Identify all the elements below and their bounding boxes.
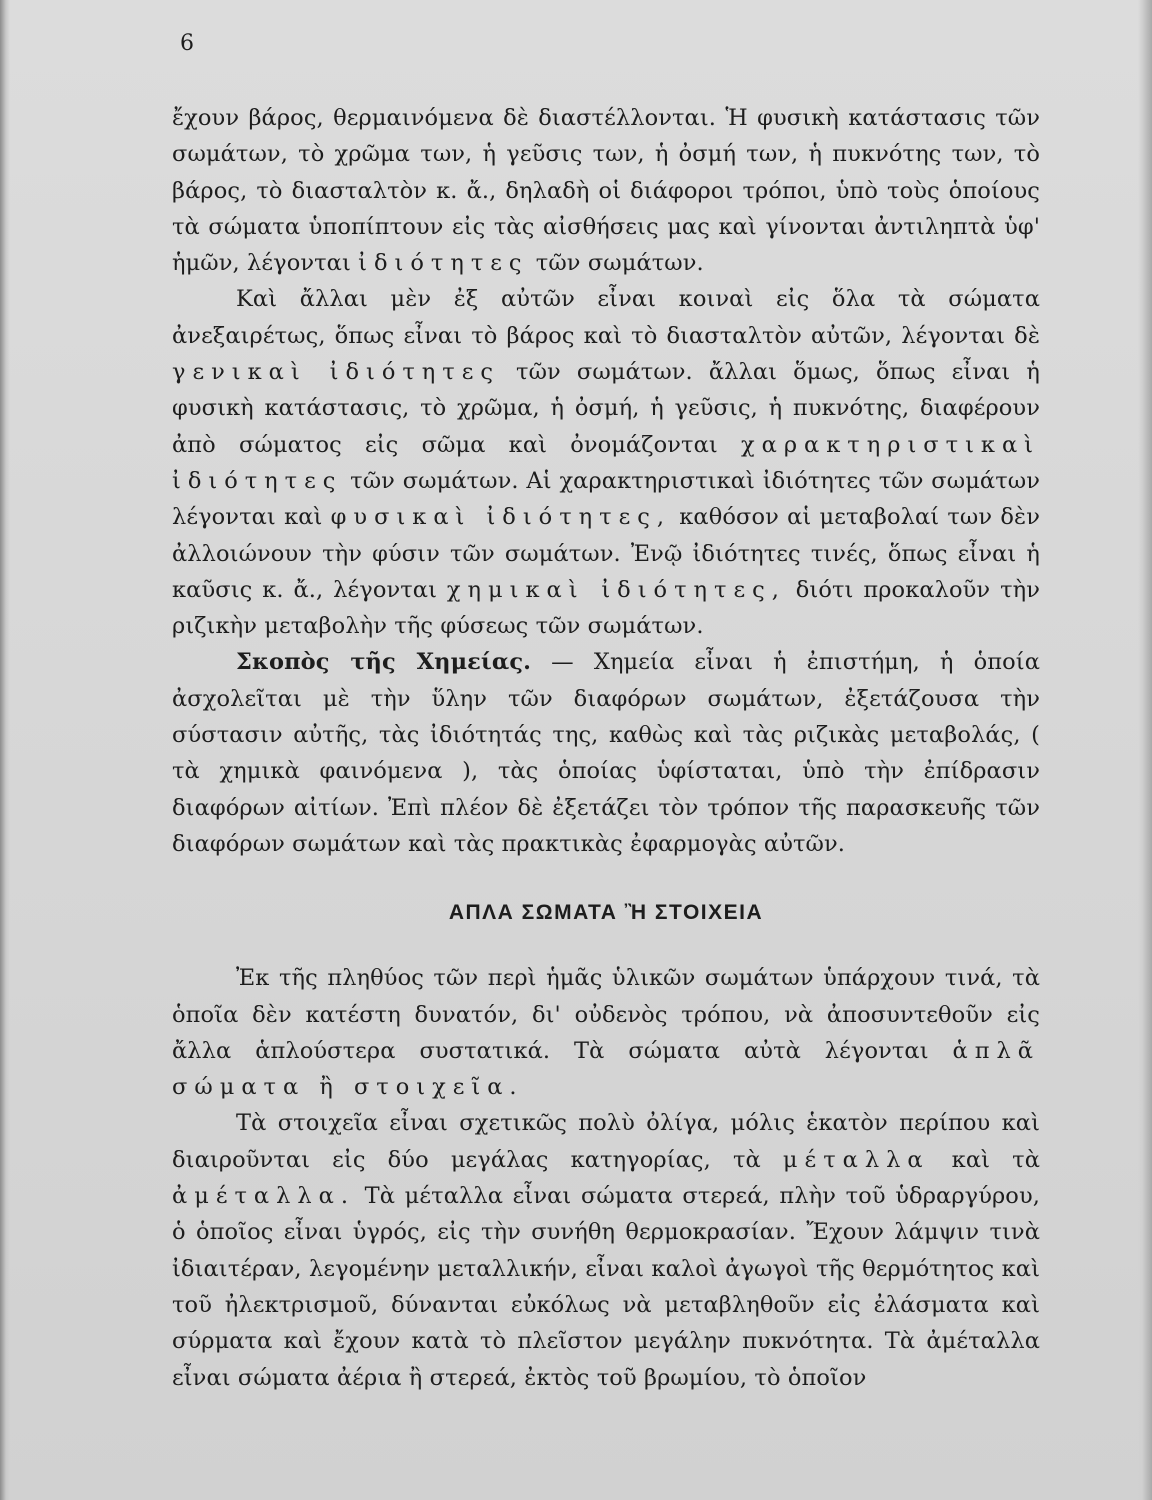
p5-part-c: Τὰ μέταλλα εἶναι σώματα στερεά, πλὴν τοῦ ὑδραργύρου, ὁ ὁποῖος εἶναι ὑγρός, εἰς τὴν συνήθη θερμοκρασίαν. Ἔχουν λάμψιν τινὰ ἰδιαιτέραν, λεγομένην μεταλλικήν, εἶναι καλοὶ ἀγωγοὶ τῆς θερμότητος καὶ τοῦ ἠλεκτρισμοῦ, δύνανται εὐκόλως νὰ μεταβληθοῦν εἰς ἐλάσματα καὶ σύρματα καὶ ἔχουν κατὰ τὸ πλεῖστον μεγάλην πυκνότητα. Τὰ ἀμέταλλα εἶναι σώματα ἀέρια ἢ στερεά, ἐκτὸς τοῦ βρωμίου, τὸ ὁποῖον xyxy=(172,1183,1040,1391)
p3-text: — Χημεία εἶναι ἡ ἐπιστήμη, ἡ ὁποία ἀσχολεῖται μὲ τὴν ὕλην τῶν διαφόρων σωμάτων, ἐξετάζουσα τὴν σύστασιν αὐτῆς, τὰς ἰδιότητάς της, καθὼς καὶ τὰς ριζικὰς μεταβολάς, ( τὰ χημικὰ φαινόμενα ), τὰς ὁποίας ὑφίσταται, ὑπὸ τὴν ἐπίδρασιν διαφόρων αἰτίων. Ἐπὶ πλέον δὲ ἐξετάζει τὸν τρόπον τῆς παρασκευῆς τῶν διαφόρων σωμάτων καὶ τὰς πρακτικὰς ἐφαρμογὰς αὐτῶν. xyxy=(172,649,1040,857)
p2-part-a: Καὶ ἄλλαι μὲν ἐξ αὐτῶν εἶναι κοιναὶ εἰς ὅλα τὰ σώματα ἀνεξαιρέτως, ὅπως εἶναι τὸ βάρος καὶ τὸ διασταλτὸν αὐτῶν, λέγονται δὲ xyxy=(172,286,1040,349)
term-genikai-idiotites: γενικαὶ ἰδιότητες xyxy=(172,359,500,386)
paragraph-metals-nonmetals xyxy=(172,1105,1040,1395)
paragraph-purpose-of-chemistry xyxy=(172,644,1040,862)
p5-part-a: Τὰ στοιχεῖα εἶναι σχετικῶς πολὺ ὀλίγα, μόλις ἑκατὸν περίπου καὶ διαιροῦνται εἰς δύο μεγάλας κατηγορίας, τὰ xyxy=(172,1110,1040,1173)
term-ametalla: ἀμέταλλα. xyxy=(172,1183,355,1210)
paragraph-properties-intro xyxy=(172,100,1040,281)
term-physikai-idiotites: φυσικαὶ ἰδιότητες, xyxy=(330,504,672,531)
term-charaktiristikai-idiotites: χαρακτηριστικαὶ ἰδιότητες xyxy=(172,431,1040,494)
p2-part-e: διότι προκαλοῦν τὴν ριζικὴν μεταβολὴν τῆς φύσεως τῶν σωμάτων. xyxy=(172,576,1040,640)
p2-part-d: καθόσον αἱ μεταβολαί των δὲν ἀλλοιώνουν τὴν φύσιν τῶν σωμάτων. Ἐνῷ ἰδιότητες τινές, ὅπως εἶναι ἡ καῦσις κ. ἄ., λέγονται xyxy=(172,504,1040,603)
p1-text: ἔχουν βάρος, θερμαινόμενα δὲ διαστέλλονται. Ἡ φυσικὴ κατάστασις τῶν σωμάτων, τὸ χρῶμα των, ἡ γεῦσις των, ἡ ὀσμή των, ἡ πυκνότης των, τὸ βάρος, τὸ διασταλτὸν κ. ἄ., δηλαδὴ οἱ διάφοροι τρόποι, ὑπὸ τοὺς ὁποίους τὰ σώματα ὑποπίπτουν εἰς τὰς αἰσθήσεις μας καὶ γίνονται ἀντιληπτὰ ὑφ' ἡμῶν, λέγονται xyxy=(172,105,1040,277)
term-chimikai-idiotites: χημικαὶ ἰδιότητες, xyxy=(446,576,786,603)
page-number: 6 xyxy=(180,31,194,56)
p2-part-c: τῶν σωμάτων. Αἱ χαρακτηριστικαὶ ἰδιότητες τῶν σωμάτων λέγονται καὶ xyxy=(172,467,1040,531)
term-metalla: μέταλλα xyxy=(782,1146,930,1173)
p1-end: τῶν σωμάτων. xyxy=(535,250,704,277)
p2-part-b: τῶν σωμάτων. ἄλλαι ὅμως, ὅπως εἶναι ἡ φυσικὴ κατάστασις, τὸ χρῶμα, ἡ ὀσμή, ἡ γεῦσις, ἡ πυκνότης, διαφέρουν ἀπὸ σώματος εἰς σῶμα καὶ ὀνομάζονται xyxy=(172,359,1040,458)
page-body xyxy=(172,100,1040,1396)
p5-part-b: καὶ τὰ xyxy=(951,1146,1040,1173)
term-apla-somata: ἁπλᾶ σώματα ἢ στοιχεῖα. xyxy=(172,1037,1040,1101)
page-left-edge-shadow xyxy=(0,0,10,1500)
page-right-edge-shadow xyxy=(1138,0,1152,1500)
paragraph-general-properties xyxy=(172,281,1040,644)
paragraph-simple-bodies xyxy=(172,960,1040,1105)
section-heading-simple-bodies: ΑΠΛΑ ΣΩΜΑΤΑ Ἢ ΣΤΟΙΧΕΙΑ xyxy=(448,901,764,925)
p4-text: Ἐκ τῆς πληθύος τῶν περὶ ἡμᾶς ὑλικῶν σωμάτων ὑπάρχουν τινά, τὰ ὁποῖα δὲν κατέστη δυνατόν, δι' οὐδενὸς τρόπου, νὰ ἀποσυντεθοῦν εἰς ἄλλα ἁπλούστερα συστατικά. Τὰ σώματα αὐτὰ λέγονται xyxy=(172,965,1040,1064)
section-title-purpose: Σκοπὸς τῆς Χημείας. xyxy=(236,649,532,676)
term-idiotites: ἰδιότητες xyxy=(358,250,529,277)
